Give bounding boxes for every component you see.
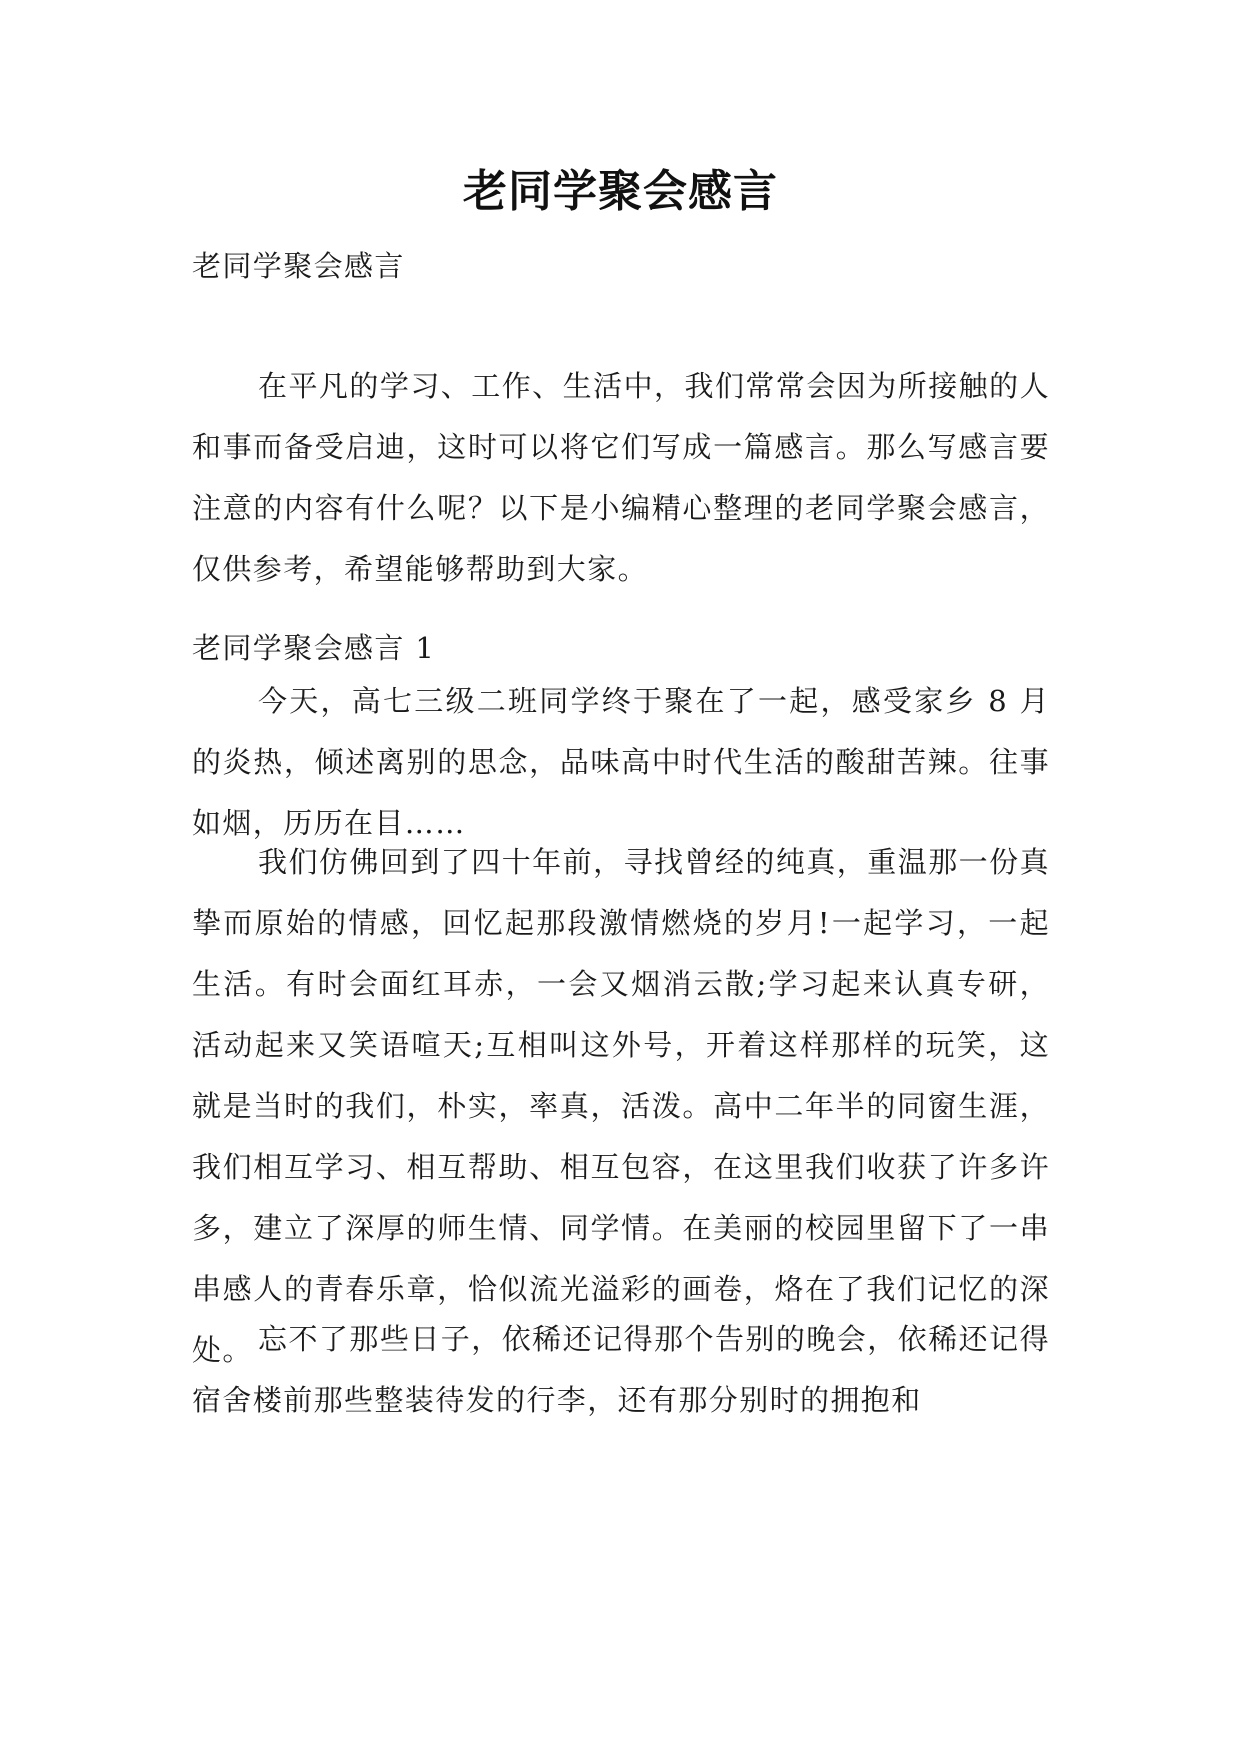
body-paragraph: 忘不了那些日子，依稀还记得那个告别的晚会，依稀还记得宿舍楼前那些整装待发的行李，还有那分别时的拥抱和: [192, 1322, 1050, 1417]
body-paragraph: 我们仿佛回到了四十年前，寻找曾经的纯真，重温那一份真挚而原始的情感，回忆起那段激情燃烧的岁月!一起学习，一起生活。有时会面红耳赤，一会又烟消云散;学习起来认真专研，活动起来又笑语喧天;互相叫这外号，开着这样那样的玩笑，这就是当时的我们，朴实，率真，活泼。高中二年半的同窗生涯，我们相互学习、相互帮助、相互包容，在这里我们收获了许多许多，建立了深厚的师生情、同学情。在美丽的校园里留下了一串串感人的青春乐章，恰似流光溢彩的画卷，烙在了我们记忆的深处。: [192, 845, 1050, 1367]
body-paragraph: 今天，高七三级二班同学终于聚在了一起，感受家乡 8 月的炎热，倾述离别的思念，品味高中时代生活的酸甜苦辣。往事如烟，历历在目……: [192, 684, 1050, 840]
section-heading: 老同学聚会感言 1: [192, 631, 436, 665]
intro-paragraph: 在平凡的学习、工作、生活中，我们常常会因为所接触的人和事而备受启迪，这时可以将它们写成一篇感言。那么写感言要注意的内容有什么呢？以下是小编精心整理的老同学聚会感言，仅供参考，希望能够帮助到大家。: [192, 369, 1050, 586]
subtitle: 老同学聚会感言: [192, 249, 405, 283]
document-title: 老同学聚会感言: [463, 166, 778, 217]
